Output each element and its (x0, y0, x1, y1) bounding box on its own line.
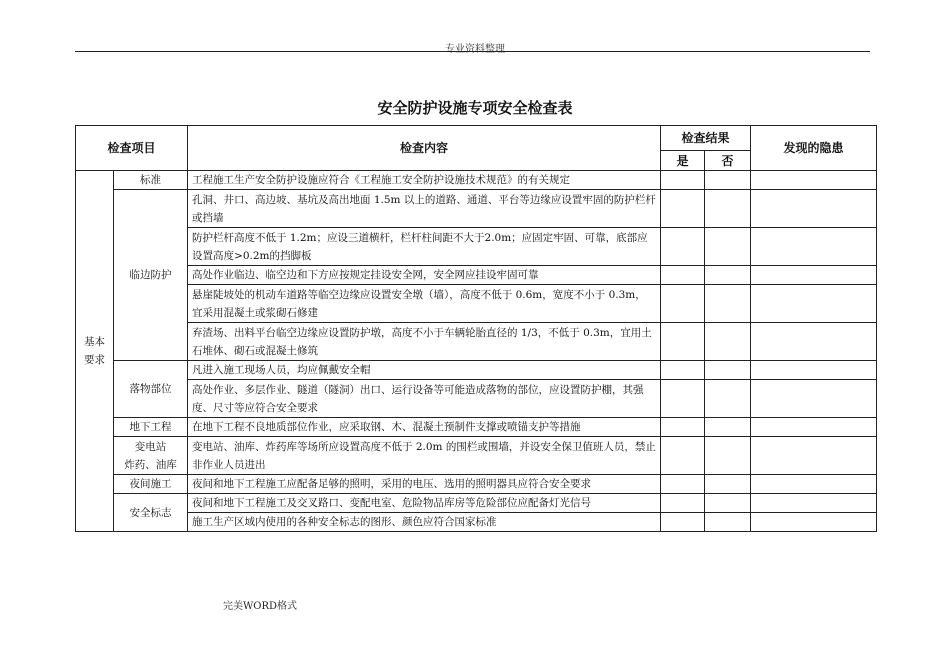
content-cell: 悬崖陡坡处的机动车道路等临空边缘应设置安全墩（墙），高度不低于 0.6m，宽度不小于 0.3m，宜采用混凝土或浆砌石修建 (188, 285, 661, 323)
result-no-cell[interactable] (705, 285, 751, 323)
result-no-cell[interactable] (705, 228, 751, 266)
group-label-text: 基本要求 (84, 336, 105, 366)
result-yes-cell[interactable] (661, 494, 705, 513)
category-standard: 标准 (114, 171, 188, 190)
table-row (76, 228, 877, 266)
content-cell: 高处作业临边、临空边和下方应按规定挂设安全网，安全网应挂设牢固可靠 (188, 266, 661, 285)
content-cell: 弃渣场、出料平台临空边缘应设置防护墩，高度不小于车辆轮胎直径的 1/3，不低于 0.3m，宜用土石堆体、砌石或混凝土修筑 (188, 323, 661, 361)
result-yes-cell[interactable] (661, 437, 705, 475)
result-yes-cell[interactable] (661, 323, 705, 361)
content-cell: 变电站、油库、炸药库等场所应设置高度不低于 2.0m 的围栏或围墙，并设安全保卫值班人员，禁止非作业人员进出 (188, 437, 661, 475)
hazard-cell[interactable] (751, 285, 877, 323)
result-no-cell[interactable] (705, 494, 751, 513)
table-row (76, 380, 877, 418)
category-safety-signs: 安全标志 (114, 494, 188, 532)
header-rule (75, 51, 870, 52)
table-row (76, 418, 877, 437)
result-no-cell[interactable] (705, 437, 751, 475)
hazard-cell[interactable] (751, 513, 877, 532)
inspection-table (75, 125, 877, 532)
result-yes-cell[interactable] (661, 266, 705, 285)
hazard-cell[interactable] (751, 418, 877, 437)
category-edge-protection: 临边防护 (114, 190, 188, 361)
hazard-cell[interactable] (751, 190, 877, 228)
result-no-cell[interactable] (705, 190, 751, 228)
hazard-cell[interactable] (751, 266, 877, 285)
hazard-cell[interactable] (751, 494, 877, 513)
document-title: 安全防护设施专项安全检查表 (377, 99, 573, 117)
category-night-work: 夜间施工 (114, 475, 188, 494)
category-falling-objects: 落物部位 (114, 361, 188, 418)
result-yes-cell[interactable] (661, 361, 705, 380)
result-yes-cell[interactable] (661, 475, 705, 494)
table-row (76, 190, 877, 228)
result-yes-cell[interactable] (661, 228, 705, 266)
result-no-cell[interactable] (705, 513, 751, 532)
result-no-cell[interactable] (705, 323, 751, 361)
header-result: 检查结果 (661, 126, 751, 151)
category-substation-line1: 变电站 (134, 440, 167, 453)
content-cell: 防护栏杆高度不低于 1.2m；应设三道横杆，栏杆柱间距不大于2.0m；应固定牢固、可靠，底部应设置高度>0.2m的挡脚板 (188, 228, 661, 266)
result-no-cell[interactable] (705, 171, 751, 190)
result-no-cell[interactable] (705, 418, 751, 437)
content-cell: 施工生产区域内使用的各种安全标志的图形、颜色应符合国家标准 (188, 513, 661, 532)
content-cell: 在地下工程不良地质部位作业，应采取钢、木、混凝土预制件支撑或喷锚支护等措施 (188, 418, 661, 437)
result-no-cell[interactable] (705, 361, 751, 380)
hazard-cell[interactable] (751, 475, 877, 494)
hazard-cell[interactable] (751, 171, 877, 190)
hazard-cell[interactable] (751, 437, 877, 475)
content-cell: 孔洞、井口、高边坡、基坑及高出地面 1.5m 以上的道路、通道、平台等边缘应设置牢固的防护栏杆或挡墙 (188, 190, 661, 228)
page-footer: 完美WORD格式 (223, 601, 298, 612)
table-row (76, 513, 877, 532)
table-row (76, 266, 877, 285)
table-row (76, 437, 877, 475)
table-row (76, 361, 877, 380)
table-row (76, 475, 877, 494)
hazard-cell[interactable] (751, 380, 877, 418)
group-label-basic (76, 171, 114, 532)
category-substation-line2: 炸药、油库 (124, 458, 177, 471)
page-header: 专业资料整理 (445, 44, 505, 55)
header-content: 检查内容 (188, 126, 661, 171)
header-hazard: 发现的隐患 (751, 126, 877, 171)
category-underground: 地下工程 (114, 418, 188, 437)
category-substation (114, 437, 188, 475)
hazard-cell[interactable] (751, 323, 877, 361)
header-no: 否 (705, 151, 751, 171)
content-cell: 工程施工生产安全防护设施应符合《工程施工安全防护设施技术规范》的有关规定 (188, 171, 661, 190)
content-cell: 凡进入施工现场人员，均应佩戴安全帽 (188, 361, 661, 380)
result-no-cell[interactable] (705, 475, 751, 494)
table-row (76, 494, 877, 513)
result-yes-cell[interactable] (661, 513, 705, 532)
result-yes-cell[interactable] (661, 171, 705, 190)
table-row (76, 285, 877, 323)
result-yes-cell[interactable] (661, 285, 705, 323)
table-row (76, 323, 877, 361)
content-cell: 夜间和地下工程施工及交叉路口、变配电室、危险物品库房等危险部位应配备灯光信号 (188, 494, 661, 513)
hazard-cell[interactable] (751, 361, 877, 380)
result-yes-cell[interactable] (661, 418, 705, 437)
content-cell: 高处作业、多层作业、隧道（隧洞）出口、运行设备等可能造成落物的部位，应设置防护棚，其强度、尺寸等应符合安全要求 (188, 380, 661, 418)
hazard-cell[interactable] (751, 228, 877, 266)
header-yes: 是 (661, 151, 705, 171)
content-cell: 夜间和地下工程施工应配备足够的照明，采用的电压、选用的照明器具应符合安全要求 (188, 475, 661, 494)
result-no-cell[interactable] (705, 266, 751, 285)
header-item: 检查项目 (76, 126, 188, 171)
result-no-cell[interactable] (705, 380, 751, 418)
table-row (76, 171, 877, 190)
result-yes-cell[interactable] (661, 190, 705, 228)
result-yes-cell[interactable] (661, 380, 705, 418)
